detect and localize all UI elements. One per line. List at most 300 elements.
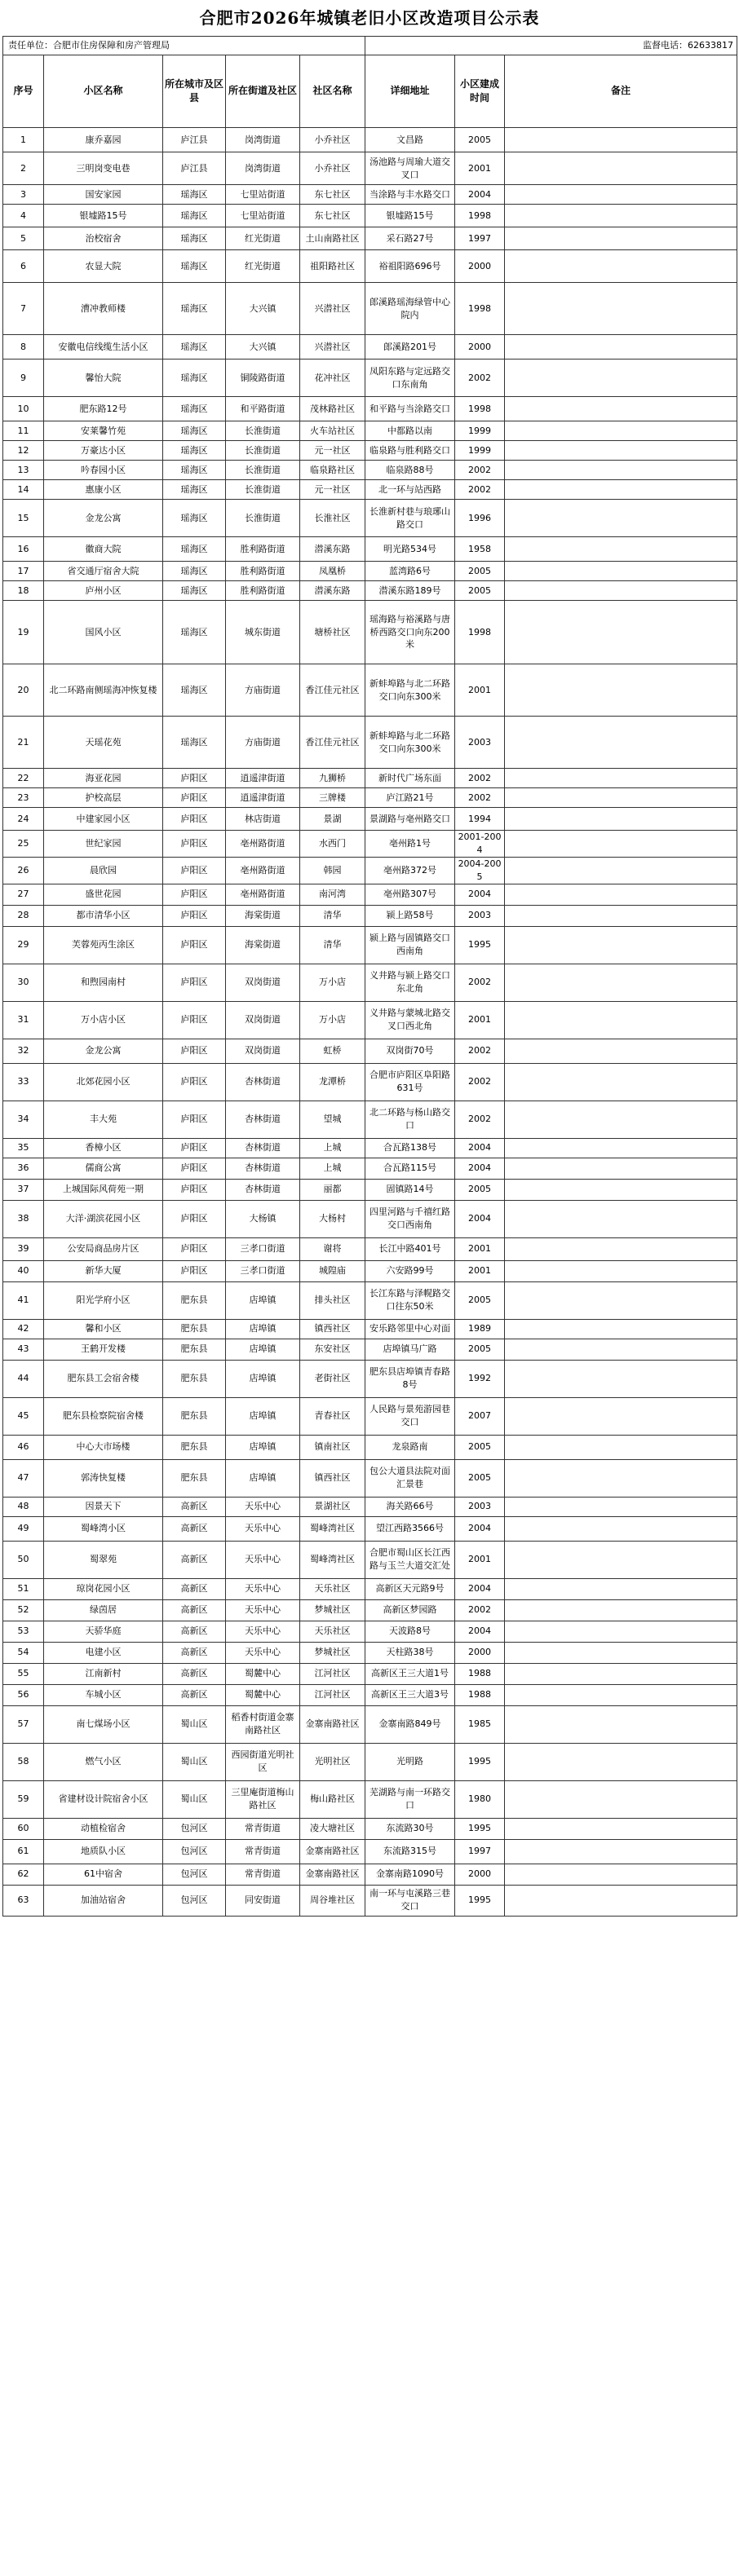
built-year: 1998 xyxy=(455,283,505,335)
community-name: 燃气小区 xyxy=(44,1743,163,1780)
street: 亳州路街道 xyxy=(226,831,300,858)
community: 塘桥社区 xyxy=(300,601,365,664)
community: 蜀峰湾社区 xyxy=(300,1516,365,1541)
remarks xyxy=(505,283,737,335)
remarks xyxy=(505,1541,737,1578)
community: 上城 xyxy=(300,1138,365,1158)
row-number: 16 xyxy=(3,537,44,562)
street: 长淮街道 xyxy=(226,500,300,537)
built-year: 2001 xyxy=(455,152,505,185)
district: 庐阳区 xyxy=(163,788,226,808)
remarks xyxy=(505,250,737,283)
district: 瑶海区 xyxy=(163,397,226,421)
street: 店埠镇 xyxy=(226,1339,300,1360)
remarks xyxy=(505,1281,737,1319)
remarks xyxy=(505,1642,737,1663)
remarks xyxy=(505,1158,737,1179)
built-year: 2004 xyxy=(455,185,505,205)
street: 七里站街道 xyxy=(226,205,300,227)
street: 店埠镇 xyxy=(226,1397,300,1435)
district: 瑶海区 xyxy=(163,205,226,227)
built-year: 2001 xyxy=(455,1001,505,1039)
community-name: 馨怡大院 xyxy=(44,359,163,397)
table-row xyxy=(3,1063,737,1101)
district: 庐阳区 xyxy=(163,857,226,884)
remarks xyxy=(505,461,737,480)
table-row xyxy=(3,1397,737,1435)
street: 双岗街道 xyxy=(226,1001,300,1039)
address: 亳州路1号 xyxy=(365,831,455,858)
remarks xyxy=(505,1743,737,1780)
community: 清华 xyxy=(300,905,365,926)
community-name: 地质队小区 xyxy=(44,1839,163,1864)
community: 东七社区 xyxy=(300,205,365,227)
built-year: 2000 xyxy=(455,250,505,283)
row-number: 37 xyxy=(3,1179,44,1200)
row-number: 30 xyxy=(3,964,44,1001)
remarks xyxy=(505,831,737,858)
community: 茂林路社区 xyxy=(300,397,365,421)
header-row xyxy=(3,55,737,128)
remarks xyxy=(505,1039,737,1063)
street: 长淮街道 xyxy=(226,461,300,480)
community-name: 徽商大院 xyxy=(44,537,163,562)
district: 肥东县 xyxy=(163,1397,226,1435)
community-name: 香樟小区 xyxy=(44,1138,163,1158)
street: 店埠镇 xyxy=(226,1281,300,1319)
table-row xyxy=(3,1642,737,1663)
community: 土山南路社区 xyxy=(300,227,365,250)
district: 包河区 xyxy=(163,1885,226,1916)
street: 胜利路街道 xyxy=(226,562,300,581)
community: 香江佳元社区 xyxy=(300,717,365,769)
row-number: 39 xyxy=(3,1237,44,1260)
table-row xyxy=(3,857,737,884)
table-row xyxy=(3,1864,737,1885)
district: 瑶海区 xyxy=(163,335,226,359)
street: 七里站街道 xyxy=(226,185,300,205)
remarks xyxy=(505,1138,737,1158)
community: 潜溪东路 xyxy=(300,581,365,601)
remarks xyxy=(505,1397,737,1435)
table-row xyxy=(3,884,737,905)
built-year: 2005 xyxy=(455,1459,505,1497)
community: 镇南社区 xyxy=(300,1435,365,1459)
remarks xyxy=(505,1319,737,1339)
street: 逍遥津街道 xyxy=(226,769,300,788)
district: 高新区 xyxy=(163,1497,226,1516)
built-year: 2004 xyxy=(455,1158,505,1179)
remarks xyxy=(505,500,737,537)
community-name: 护校高层 xyxy=(44,788,163,808)
table-row xyxy=(3,1839,737,1864)
community-name: 新华大厦 xyxy=(44,1260,163,1281)
district: 瑶海区 xyxy=(163,359,226,397)
built-year: 1995 xyxy=(455,926,505,964)
community: 江河社区 xyxy=(300,1663,365,1684)
community: 祖阳路社区 xyxy=(300,250,365,283)
row-number: 25 xyxy=(3,831,44,858)
built-year: 1995 xyxy=(455,1818,505,1839)
table-row xyxy=(3,1578,737,1599)
community-name: 安徽电信线缆生活小区 xyxy=(44,335,163,359)
community-name: 国风小区 xyxy=(44,601,163,664)
address: 裕祖阳路696号 xyxy=(365,250,455,283)
table-row xyxy=(3,1158,737,1179)
community: 梅山路社区 xyxy=(300,1780,365,1818)
district: 肥东县 xyxy=(163,1360,226,1397)
community: 天乐社区 xyxy=(300,1578,365,1599)
street: 天乐中心 xyxy=(226,1516,300,1541)
address: 颍上路58号 xyxy=(365,905,455,926)
address: 天波路8号 xyxy=(365,1621,455,1642)
table-row xyxy=(3,1780,737,1818)
district: 庐阳区 xyxy=(163,884,226,905)
built-year: 2000 xyxy=(455,335,505,359)
street: 天乐中心 xyxy=(226,1621,300,1642)
address: 北二环路与杨山路交口 xyxy=(365,1101,455,1138)
address: 肥东县店埠镇青春路8号 xyxy=(365,1360,455,1397)
built-year: 1999 xyxy=(455,421,505,441)
row-number: 28 xyxy=(3,905,44,926)
address: 潜溪东路189号 xyxy=(365,581,455,601)
street: 杏林街道 xyxy=(226,1179,300,1200)
street: 亳州路街道 xyxy=(226,857,300,884)
street: 三孝口街道 xyxy=(226,1237,300,1260)
row-number: 55 xyxy=(3,1663,44,1684)
remarks xyxy=(505,808,737,831)
community-name: 晨欣园 xyxy=(44,857,163,884)
built-year: 2002 xyxy=(455,769,505,788)
district: 包河区 xyxy=(163,1864,226,1885)
notice-sheet xyxy=(2,0,737,1917)
community: 青春社区 xyxy=(300,1397,365,1435)
address: 店埠镇马广路 xyxy=(365,1339,455,1360)
address: 高新区天元路9号 xyxy=(365,1578,455,1599)
remarks xyxy=(505,1864,737,1885)
row-number: 19 xyxy=(3,601,44,664)
row-number: 23 xyxy=(3,788,44,808)
row-number: 5 xyxy=(3,227,44,250)
street: 西园街道光明社区 xyxy=(226,1743,300,1780)
remarks xyxy=(505,788,737,808)
street: 杏林街道 xyxy=(226,1158,300,1179)
street: 海棠街道 xyxy=(226,926,300,964)
address: 东流路315号 xyxy=(365,1839,455,1864)
address: 高新区王三大道1号 xyxy=(365,1663,455,1684)
community-name: 治校宿舍 xyxy=(44,227,163,250)
remarks xyxy=(505,480,737,500)
remarks xyxy=(505,1435,737,1459)
community-name: 公安局商品房片区 xyxy=(44,1237,163,1260)
row-number: 7 xyxy=(3,283,44,335)
row-number: 11 xyxy=(3,421,44,441)
address: 汤池路与周瑜大道交叉口 xyxy=(365,152,455,185)
district: 庐江县 xyxy=(163,152,226,185)
community-name: 都市清华小区 xyxy=(44,905,163,926)
row-number: 45 xyxy=(3,1397,44,1435)
community: 光明社区 xyxy=(300,1743,365,1780)
street: 亳州路街道 xyxy=(226,884,300,905)
remarks xyxy=(505,857,737,884)
community-name: 中心大市场楼 xyxy=(44,1435,163,1459)
row-number: 8 xyxy=(3,335,44,359)
district: 包河区 xyxy=(163,1839,226,1864)
table-row xyxy=(3,1339,737,1360)
address: 金寨南路1090号 xyxy=(365,1864,455,1885)
address: 银墟路15号 xyxy=(365,205,455,227)
row-number: 46 xyxy=(3,1435,44,1459)
address: 合肥市庐阳区阜阳路631号 xyxy=(365,1063,455,1101)
district: 庐阳区 xyxy=(163,1063,226,1101)
community-name: 蜀峰湾小区 xyxy=(44,1516,163,1541)
address: 文昌路 xyxy=(365,128,455,152)
built-year: 1998 xyxy=(455,601,505,664)
table-row xyxy=(3,1179,737,1200)
street: 杏林街道 xyxy=(226,1101,300,1138)
built-year: 1989 xyxy=(455,1319,505,1339)
table-row xyxy=(3,397,737,421)
street: 海棠街道 xyxy=(226,905,300,926)
built-year: 2003 xyxy=(455,905,505,926)
district: 瑶海区 xyxy=(163,480,226,500)
row-number: 1 xyxy=(3,128,44,152)
district: 高新区 xyxy=(163,1684,226,1705)
built-year: 1995 xyxy=(455,1885,505,1916)
built-year: 2002 xyxy=(455,788,505,808)
built-year: 2005 xyxy=(455,1179,505,1200)
header-cell: 小区建成时间 xyxy=(455,55,505,128)
district: 庐阳区 xyxy=(163,1260,226,1281)
street: 店埠镇 xyxy=(226,1459,300,1497)
district: 高新区 xyxy=(163,1621,226,1642)
table-row xyxy=(3,461,737,480)
community: 东安社区 xyxy=(300,1339,365,1360)
community: 蜀峰湾社区 xyxy=(300,1541,365,1578)
community-name: 因景天下 xyxy=(44,1497,163,1516)
district: 包河区 xyxy=(163,1818,226,1839)
community: 望城 xyxy=(300,1101,365,1138)
address: 新蚌埠路与北二环路交口向东300米 xyxy=(365,664,455,717)
district: 庐阳区 xyxy=(163,769,226,788)
district: 瑶海区 xyxy=(163,250,226,283)
community: 三牌楼 xyxy=(300,788,365,808)
built-year: 2001-2004 xyxy=(455,831,505,858)
community-name: 农显大院 xyxy=(44,250,163,283)
table-row xyxy=(3,1497,737,1516)
header-cell: 所在城市及区县 xyxy=(163,55,226,128)
table-row xyxy=(3,1885,737,1916)
remarks xyxy=(505,1839,737,1864)
street: 杏林街道 xyxy=(226,1063,300,1101)
built-year: 2001 xyxy=(455,1237,505,1260)
district: 瑶海区 xyxy=(163,185,226,205)
community: 万小店 xyxy=(300,964,365,1001)
remarks xyxy=(505,1621,737,1642)
built-year: 1997 xyxy=(455,227,505,250)
built-year: 1998 xyxy=(455,397,505,421)
table-row xyxy=(3,1684,737,1705)
remarks xyxy=(505,562,737,581)
district: 瑶海区 xyxy=(163,537,226,562)
row-number: 34 xyxy=(3,1101,44,1138)
community: 谢将 xyxy=(300,1237,365,1260)
row-number: 57 xyxy=(3,1705,44,1743)
row-number: 4 xyxy=(3,205,44,227)
address: 高新区王三大道3号 xyxy=(365,1684,455,1705)
row-number: 47 xyxy=(3,1459,44,1497)
district: 庐阳区 xyxy=(163,1200,226,1237)
community-name: 万小店小区 xyxy=(44,1001,163,1039)
street: 岗湾街道 xyxy=(226,152,300,185)
district: 肥东县 xyxy=(163,1281,226,1319)
district: 瑶海区 xyxy=(163,441,226,461)
address: 合瓦路115号 xyxy=(365,1158,455,1179)
row-number: 3 xyxy=(3,185,44,205)
street: 常青街道 xyxy=(226,1864,300,1885)
community: 排头社区 xyxy=(300,1281,365,1319)
district: 瑶海区 xyxy=(163,717,226,769)
address: 安乐路邻里中心对面 xyxy=(365,1319,455,1339)
street: 逍遥津街道 xyxy=(226,788,300,808)
community: 金寨南路社区 xyxy=(300,1705,365,1743)
community: 金寨南路社区 xyxy=(300,1864,365,1885)
community: 韩园 xyxy=(300,857,365,884)
responsible-unit: 责任单位：合肥市住房保障和房产管理局 xyxy=(3,37,365,55)
row-number: 6 xyxy=(3,250,44,283)
district: 蜀山区 xyxy=(163,1780,226,1818)
built-year: 2003 xyxy=(455,1497,505,1516)
district: 高新区 xyxy=(163,1578,226,1599)
row-number: 10 xyxy=(3,397,44,421)
address: 临泉路88号 xyxy=(365,461,455,480)
row-number: 14 xyxy=(3,480,44,500)
table-row xyxy=(3,1200,737,1237)
community-name: 海亚花园 xyxy=(44,769,163,788)
community: 南河湾 xyxy=(300,884,365,905)
street: 店埠镇 xyxy=(226,1360,300,1397)
district: 蜀山区 xyxy=(163,1743,226,1780)
table-row xyxy=(3,1039,737,1063)
row-number: 15 xyxy=(3,500,44,537)
row-number: 24 xyxy=(3,808,44,831)
street: 天乐中心 xyxy=(226,1541,300,1578)
header-cell: 社区名称 xyxy=(300,55,365,128)
community: 兴潜社区 xyxy=(300,283,365,335)
street: 天乐中心 xyxy=(226,1578,300,1599)
supervision-phone: 监督电话：62633817 xyxy=(365,37,737,55)
table-row xyxy=(3,601,737,664)
remarks xyxy=(505,905,737,926)
address: 六安路99号 xyxy=(365,1260,455,1281)
row-number: 56 xyxy=(3,1684,44,1705)
remarks xyxy=(505,664,737,717)
street: 方庙街道 xyxy=(226,664,300,717)
remarks xyxy=(505,1339,737,1360)
built-year: 2005 xyxy=(455,1339,505,1360)
address: 蓝湾路6号 xyxy=(365,562,455,581)
built-year: 2005 xyxy=(455,1281,505,1319)
community-name: 绿茵居 xyxy=(44,1599,163,1621)
built-year: 2005 xyxy=(455,128,505,152)
table-row xyxy=(3,250,737,283)
row-number: 27 xyxy=(3,884,44,905)
table-row xyxy=(3,441,737,461)
district: 瑶海区 xyxy=(163,601,226,664)
address: 郎溪路201号 xyxy=(365,335,455,359)
row-number: 22 xyxy=(3,769,44,788)
street: 同安街道 xyxy=(226,1885,300,1916)
row-number: 33 xyxy=(3,1063,44,1101)
community: 上城 xyxy=(300,1158,365,1179)
district: 庐阳区 xyxy=(163,926,226,964)
table-row xyxy=(3,185,737,205)
built-year: 1988 xyxy=(455,1663,505,1684)
district: 庐阳区 xyxy=(163,808,226,831)
row-number: 58 xyxy=(3,1743,44,1780)
district: 高新区 xyxy=(163,1541,226,1578)
row-number: 17 xyxy=(3,562,44,581)
row-number: 40 xyxy=(3,1260,44,1281)
address: 当涂路与丰水路交口 xyxy=(365,185,455,205)
community-name: 北郊花园小区 xyxy=(44,1063,163,1101)
community: 花冲社区 xyxy=(300,359,365,397)
community: 小乔社区 xyxy=(300,128,365,152)
built-year: 2005 xyxy=(455,581,505,601)
district: 瑶海区 xyxy=(163,664,226,717)
row-number: 63 xyxy=(3,1885,44,1916)
row-number: 41 xyxy=(3,1281,44,1319)
community-name: 南七煤场小区 xyxy=(44,1705,163,1743)
table-row xyxy=(3,1516,737,1541)
remarks xyxy=(505,1663,737,1684)
table-row xyxy=(3,964,737,1001)
district: 肥东县 xyxy=(163,1339,226,1360)
community-name: 省交通厅宿舍大院 xyxy=(44,562,163,581)
community-name: 丰大苑 xyxy=(44,1101,163,1138)
remarks xyxy=(505,1360,737,1397)
district: 庐阳区 xyxy=(163,964,226,1001)
built-year: 1988 xyxy=(455,1684,505,1705)
community-name: 肥东县工会宿舍楼 xyxy=(44,1360,163,1397)
row-number: 12 xyxy=(3,441,44,461)
address: 望江西路3566号 xyxy=(365,1516,455,1541)
street: 红光街道 xyxy=(226,227,300,250)
street: 城东街道 xyxy=(226,601,300,664)
community: 九狮桥 xyxy=(300,769,365,788)
header-cell: 备注 xyxy=(505,55,737,128)
built-year: 2001 xyxy=(455,1260,505,1281)
street: 三孝口街道 xyxy=(226,1260,300,1281)
row-number: 62 xyxy=(3,1864,44,1885)
street: 天乐中心 xyxy=(226,1497,300,1516)
community-name: 金龙公寓 xyxy=(44,1039,163,1063)
address: 庐江路21号 xyxy=(365,788,455,808)
built-year: 1958 xyxy=(455,537,505,562)
community-name: 中建家园小区 xyxy=(44,808,163,831)
street: 长淮街道 xyxy=(226,441,300,461)
district: 庐阳区 xyxy=(163,905,226,926)
address: 瑶海路与裕溪路与唐桥西路交口向东200米 xyxy=(365,601,455,664)
community-name: 国安家园 xyxy=(44,185,163,205)
street: 稻香村街道金寨南路社区 xyxy=(226,1705,300,1743)
community-name: 江南新村 xyxy=(44,1663,163,1684)
row-number: 42 xyxy=(3,1319,44,1339)
community-name: 吟春园小区 xyxy=(44,461,163,480)
address: 凤阳东路与定远路交口东南角 xyxy=(365,359,455,397)
district: 瑶海区 xyxy=(163,581,226,601)
community-name: 琼岗花园小区 xyxy=(44,1578,163,1599)
